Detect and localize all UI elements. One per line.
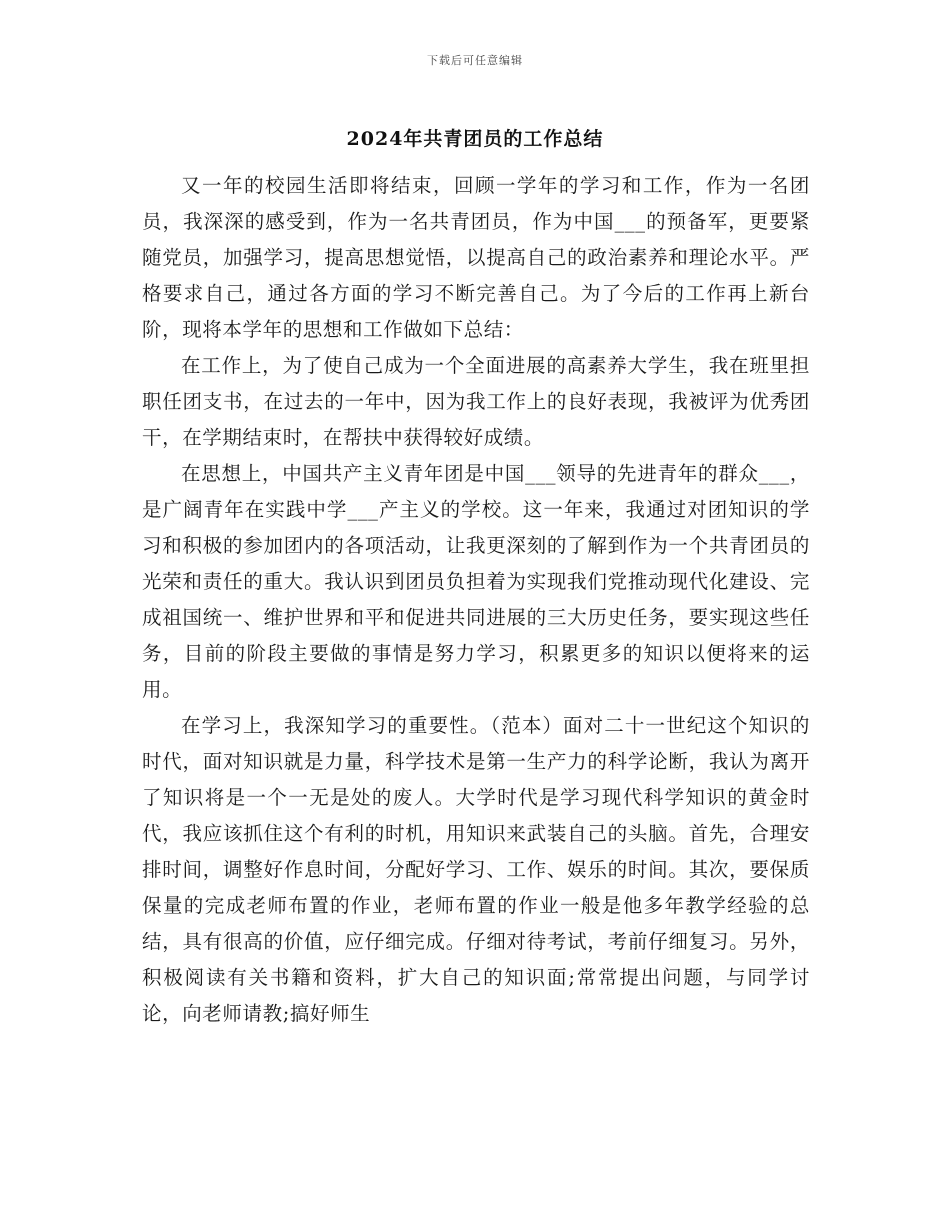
paragraph-thought: 在思想上，中国共产主义青年团是中国___领导的先进青年的群众___，是广阔青年在实践中学___产主义的学校。这一年来，我通过对团知识的学习和积极的参加团内的各项活动，让我更深刻的了解到作为一个共青团员的光荣和责任的重大。我认识到团员负担着为实现我们党推动现代化建设、完成祖国统一、维护世界和平和促进共同进展的三大历史任务，要实现这些任务，目前的阶段主要做的事情是努力学习，积累更多的知识以便将来的运用。 — [142, 462, 810, 701]
paragraph-work: 在工作上，为了使自己成为一个全面进展的高素养大学生，我在班里担职任团支书，在过去的一年中，因为我工作上的良好表现，我被评为优秀团干，在学期结束时，在帮扶中获得较好成绩。 — [142, 354, 810, 449]
document-title: 2024年共青团员的工作总结 — [346, 128, 604, 150]
paragraph-study: 在学习上，我深知学习的重要性。（范本）面对二十一世纪这个知识的时代，面对知识就是力量，科学技术是第一生产力的科学论断，我认为离开了知识将是一个一无是处的废人。大学时代是学习现代科学知识的黄金时代，我应该抓住这个有利的时机，用知识来武装自己的头脑。首先，合理安排时间，调整好作息时间，分配好学习、工作、娱乐的时间。其次，要保质保量的完成老师布置的作业，老师布置的作业一般是他多年教学经验的总结，具有很高的价值，应仔细完成。仔细对待考试，考前仔细复习。另外，积极阅读有关书籍和资料，扩大自己的知识面;常常提出问题，与同学讨论，向老师请教;搞好师生 — [142, 714, 810, 1025]
document-body — [142, 168, 810, 1032]
paragraph-intro: 又一年的校园生活即将结束，回顾一学年的学习和工作，作为一名团员，我深深的感受到，作为一名共青团员，作为中国___的预备军，更要紧随党员，加强学习，提高思想觉悟，以提高自己的政治素养和理论水平。严格要求自己，通过各方面的学习不断完善自己。为了今后的工作再上新台阶，现将本学年的思想和工作做如下总结： — [142, 174, 810, 341]
header-note: 下载后可任意编辑 — [427, 54, 523, 67]
